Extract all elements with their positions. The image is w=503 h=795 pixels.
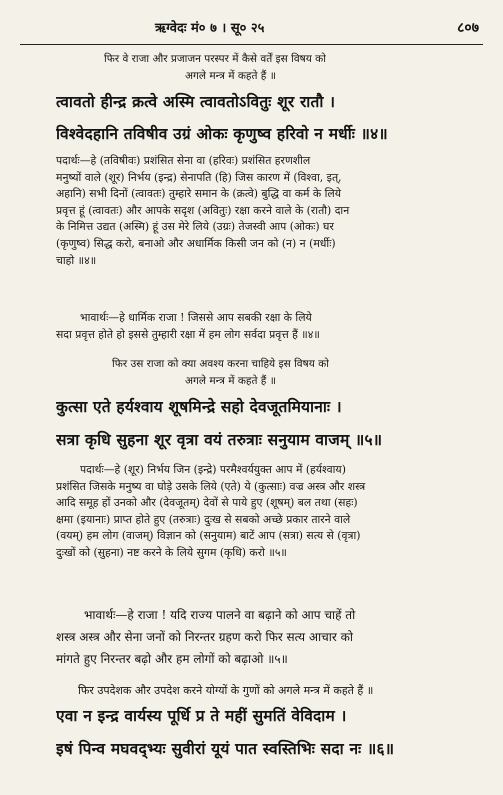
- mantra-4-line-1: त्वावतो हीन्द्र क्रत्वे अस्मि त्वावतोऽवितुः शूर रातौ ।: [56, 92, 336, 111]
- padartha-5-line: पदार्थः—हे (शूर) निर्भय जिन (इन्द्रे) परमैश्वर्ययुक्त आप में (हर्यश्वाय): [80, 463, 346, 476]
- mantra-5-line-1: कुत्सा एते हर्यश्वाय शूषमिन्द्रे सहो देवजूतमियानाः ।: [56, 397, 342, 416]
- padartha-5: [56, 462, 486, 562]
- mantra-6-line-2: इषं पिन्व मघवद्भ्यः सुवीरां यूयं पात स्वस्तिभिः सदा नः ॥६॥: [56, 739, 395, 758]
- bhavartha-4-line: सदा प्रवृत्त होते हो इससे तुम्हारी रक्षा में हम लोग सर्वदा प्रवृत्त हैं ॥४॥: [56, 327, 320, 341]
- header-rule: [20, 44, 483, 45]
- bhavartha-5-line: मांगते हुए निरन्तर बढ़ो और हम लोगों को बढ़ाओ ॥५॥: [56, 652, 288, 666]
- padartha-5-line: क्षमा (इयानाः) प्राप्त होते हुए (तरुत्राः) दुःख से सबको अच्छे प्रकार तारने वाले: [56, 512, 351, 526]
- padartha-5-line: आदि समूह हों उनको और (देवजूतम्) देवों से पाये हुए (शूषम्) बल तथा (सहः): [56, 496, 358, 510]
- mantra-4-line-2: विश्वेदहानि तविषीव उग्रं ओकः कृणुष्व हरिवो न मर्धीः ॥४॥: [56, 124, 388, 143]
- section-2-intro-line-2: अगले मन्त्र में कहते हैं ॥: [185, 375, 276, 387]
- section-1-intro-line-1: फिर वे राजा और प्रजाजन परस्पर में कैसे वर्तें इस विषय को: [104, 53, 326, 65]
- padartha-4-line: प्रवृत्त हूं (त्वावतः) और आपके सदृश (अवितुः) रक्षा करने वाले के (रातौ) दान: [56, 203, 350, 217]
- bhavartha-4: [56, 310, 486, 343]
- bhavartha-4-line: भावार्थः—हे धार्मिक राजा ! जिससे आप सबकी रक्षा के लिये: [80, 311, 312, 324]
- mantra-5-line-2: सत्रा कृधि सुहना शूर वृत्रा वयं तरुत्राः सनुयाम वाजम् ॥५॥: [56, 430, 383, 449]
- mantra-6-line-1: एवा न इन्द्र वार्यस्य पूर्धि प्र ते महीं सुमतिं वेविदाम ।: [56, 706, 347, 725]
- padartha-4-line: मनुष्यों वाले (शूर) निर्भय (इन्द्र) सेनापति (हि) जिस कारण में (विश्वा, इत्,: [56, 170, 342, 184]
- running-title: ऋग्वेदः मं० ७ । सू० २५: [155, 21, 265, 36]
- padartha-4-line: (कृणुष्व) सिद्ध करो, बनाओ और अधार्मिक किसी जन को (न) न (मर्धीः): [56, 236, 336, 250]
- bhavartha-5-line: भावार्थः—हे राजा ! यदि राज्य पालने वा बढ़ाने को आप चाहें तो: [84, 608, 356, 622]
- section-1-intro-line-2: अगले मन्त्र में कहते हैं ॥: [185, 70, 276, 82]
- padartha-4-line: अहानि) सभी दिनों (त्वावतः) तुम्हारे समान के (क्रत्वे) बुद्धि वा कर्म के लिये: [56, 187, 341, 201]
- padartha-5-line: दुःखों को (सुहना) नष्ट करने के लिये सुगम (कृधि) करो ॥५॥: [56, 545, 287, 559]
- padartha-4-line: चाहो ॥४॥: [56, 253, 97, 267]
- bhavartha-5: [56, 604, 486, 670]
- padartha-5-line: (वयम्) हम लोग (वाजम्) विज्ञान को (सनुयाम) बाटें आप (सत्रा) सत्य से (वृत्रा): [56, 529, 361, 543]
- padartha-4: [56, 153, 486, 269]
- padartha-4-line: पदार्थः—हे (तविषीवः) प्रशंसित सेना वा (हरिवः) प्रशंसित हरणशील: [56, 154, 311, 167]
- page-number: ८०७: [457, 20, 479, 36]
- padartha-4-line: के निमित्त उद्यत (अस्मि) हूं उस मेरे लिये (उग्रः) तेजस्वी आप (ओकः) घर: [56, 220, 334, 234]
- section-3-intro-line-1: फिर उपदेशक और उपदेश करने योग्यों के गुणों को अगले मन्त्र में कहते हैं ॥: [78, 684, 374, 697]
- page-header: [0, 18, 503, 40]
- section-2-intro-line-1: फिर उस राजा को क्या अवश्य करना चाहिये इस विषय को: [112, 358, 329, 370]
- padartha-5-line: प्रशंसित जिसके मनुष्य वा घोड़े उसके लिये (एते) ये (कुत्साः) वज्र अस्त्र और शस्त्र: [56, 479, 366, 493]
- bhavartha-5-line: शस्त्र अस्त्र और सेना जनों को निरन्तर ग्रहण करो फिर सत्य आचार को: [56, 630, 353, 644]
